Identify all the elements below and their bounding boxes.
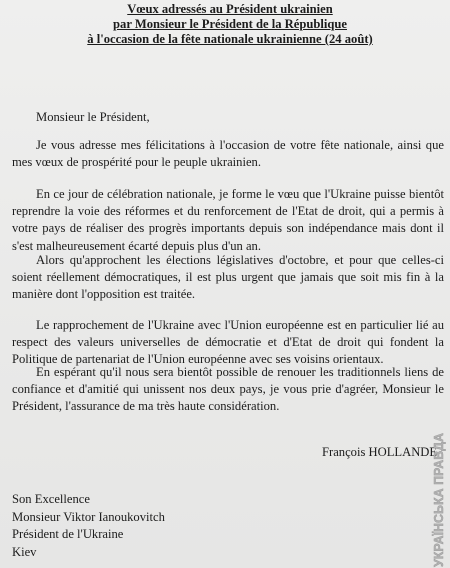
paragraph-2: En ce jour de célébration nationale, je forme le vœu que l'Ukraine puisse bientôt reprendre la voie des réformes et du renforcement de l'Etat de droit, qui a permis à votre pays de réaliser des progrès importants depuis son indépendance mais dont il s'est malheureusement écarté depuis plus d'un an.	[12, 187, 444, 253]
paragraph-3: Alors qu'approchent les élections législatives d'octobre, et pour que celles-ci soient réellement démocratiques, il est plus urgent que jamais que soit mis fin à la manière dont l'opposition est traitée.	[12, 253, 444, 302]
signature: François HOLLANDE	[322, 445, 438, 459]
header-line-2: par Monsieur le Président de la République	[113, 17, 347, 31]
addressee-line-3: Président de l'Ukraine	[12, 527, 124, 541]
addressee-line-1: Son Excellence	[12, 492, 90, 506]
addressee-line-2: Monsieur Viktor Ianoukovitch	[12, 509, 165, 524]
paragraph-5: En espérant qu'il nous sera bientôt possible de renouer les traditionnels liens de confiance et d'amitié qui unissent nos deux pays, je vous prie d'agréer, Monsieur le Président, l'assurance de ma très haute considération.	[12, 365, 444, 414]
paragraph-4: Le rapprochement de l'Ukraine avec l'Union européenne est en particulier lié au respect des valeurs universelles de démocratie et d'Etat de droit qui fondent la Politique de partenariat de l'Union européenne avec ses voisins orientaux.	[12, 318, 444, 367]
watermark-text: УКРАЇНСЬКА ПРАВДА	[431, 432, 446, 567]
salutation: Monsieur le Président,	[36, 110, 150, 124]
watermark	[426, 430, 450, 568]
header-line-3: à l'occasion de la fête nationale ukrainienne (24 août)	[87, 32, 373, 46]
paragraph-1: Je vous adresse mes félicitations à l'occasion de votre fête nationale, ainsi que mes vœux de prospérité pour le peuple ukrainien.	[12, 138, 444, 170]
watermark-graphic	[426, 430, 450, 568]
header-line-1: Vœux adressés au Président ukrainien	[127, 2, 333, 16]
addressee-block	[12, 491, 165, 561]
addressee-line-4: Kiev	[12, 544, 37, 559]
